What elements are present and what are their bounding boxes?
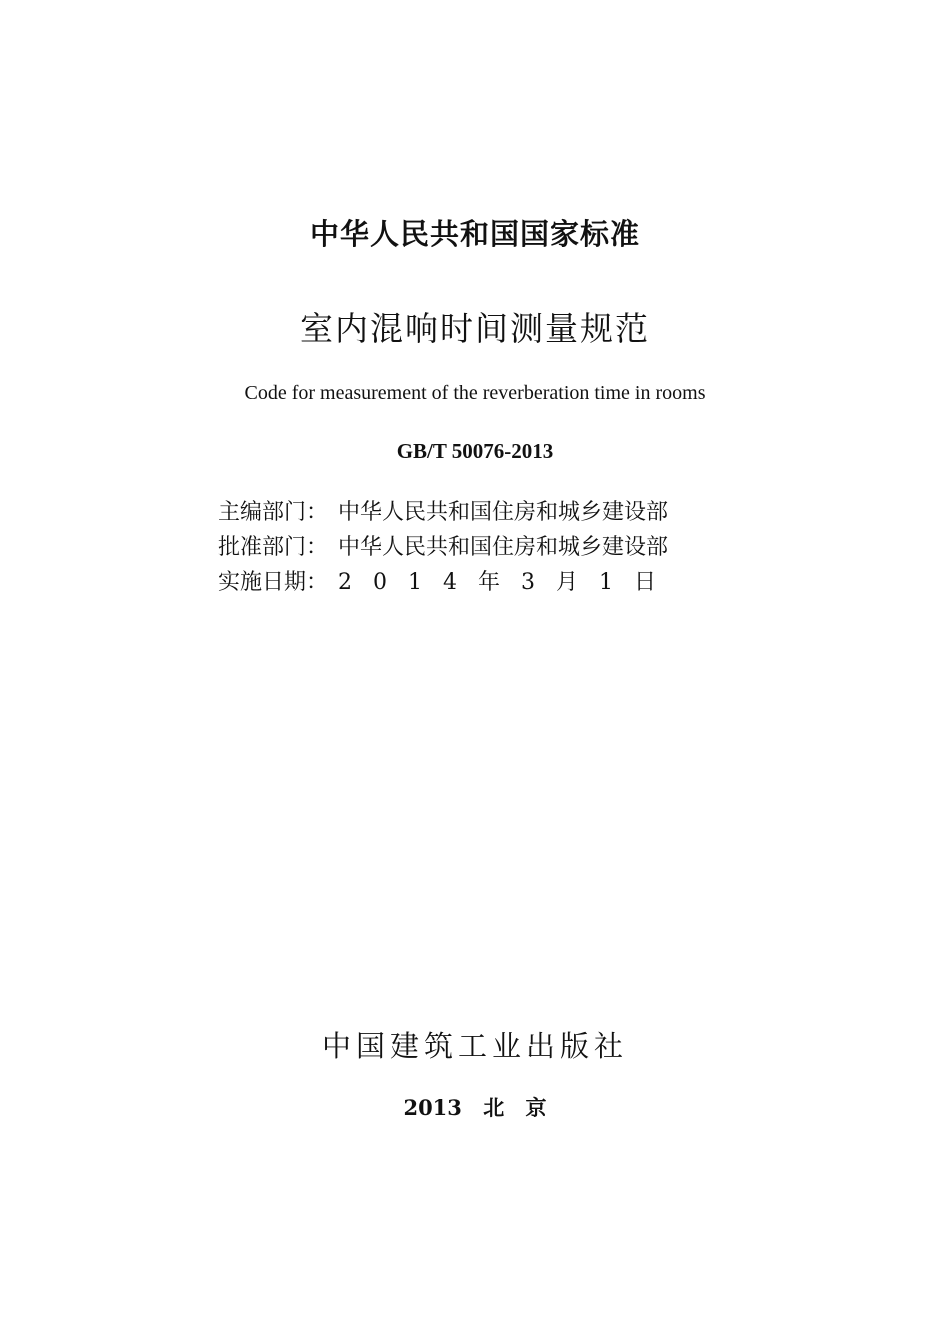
standard-title-chinese: 室内混响时间测量规范 xyxy=(300,309,650,348)
publish-year-place: 2013 北 京 xyxy=(403,1095,547,1120)
editor-label: 主编部门： xyxy=(218,500,329,525)
approver-label: 批准部门： xyxy=(218,535,329,560)
national-standard-heading: 中华人民共和国国家标准 xyxy=(309,217,640,251)
approver-value: 中华人民共和国住房和城乡建设部 xyxy=(338,535,669,560)
publisher-name: 中国建筑工业出版社 xyxy=(321,1029,628,1063)
effective-date-row xyxy=(218,570,778,605)
effective-date-label: 实施日期： xyxy=(218,570,329,595)
standard-info-block xyxy=(218,500,778,605)
standard-code: GB/T 50076-2013 xyxy=(396,439,554,463)
approver-row xyxy=(218,535,778,570)
editor-value: 中华人民共和国住房和城乡建设部 xyxy=(338,500,669,525)
effective-date-value: 2014年3月1日 xyxy=(338,570,677,595)
editor-row xyxy=(218,500,778,535)
standard-title-english: Code for measurement of the reverberation time in rooms xyxy=(244,382,706,404)
